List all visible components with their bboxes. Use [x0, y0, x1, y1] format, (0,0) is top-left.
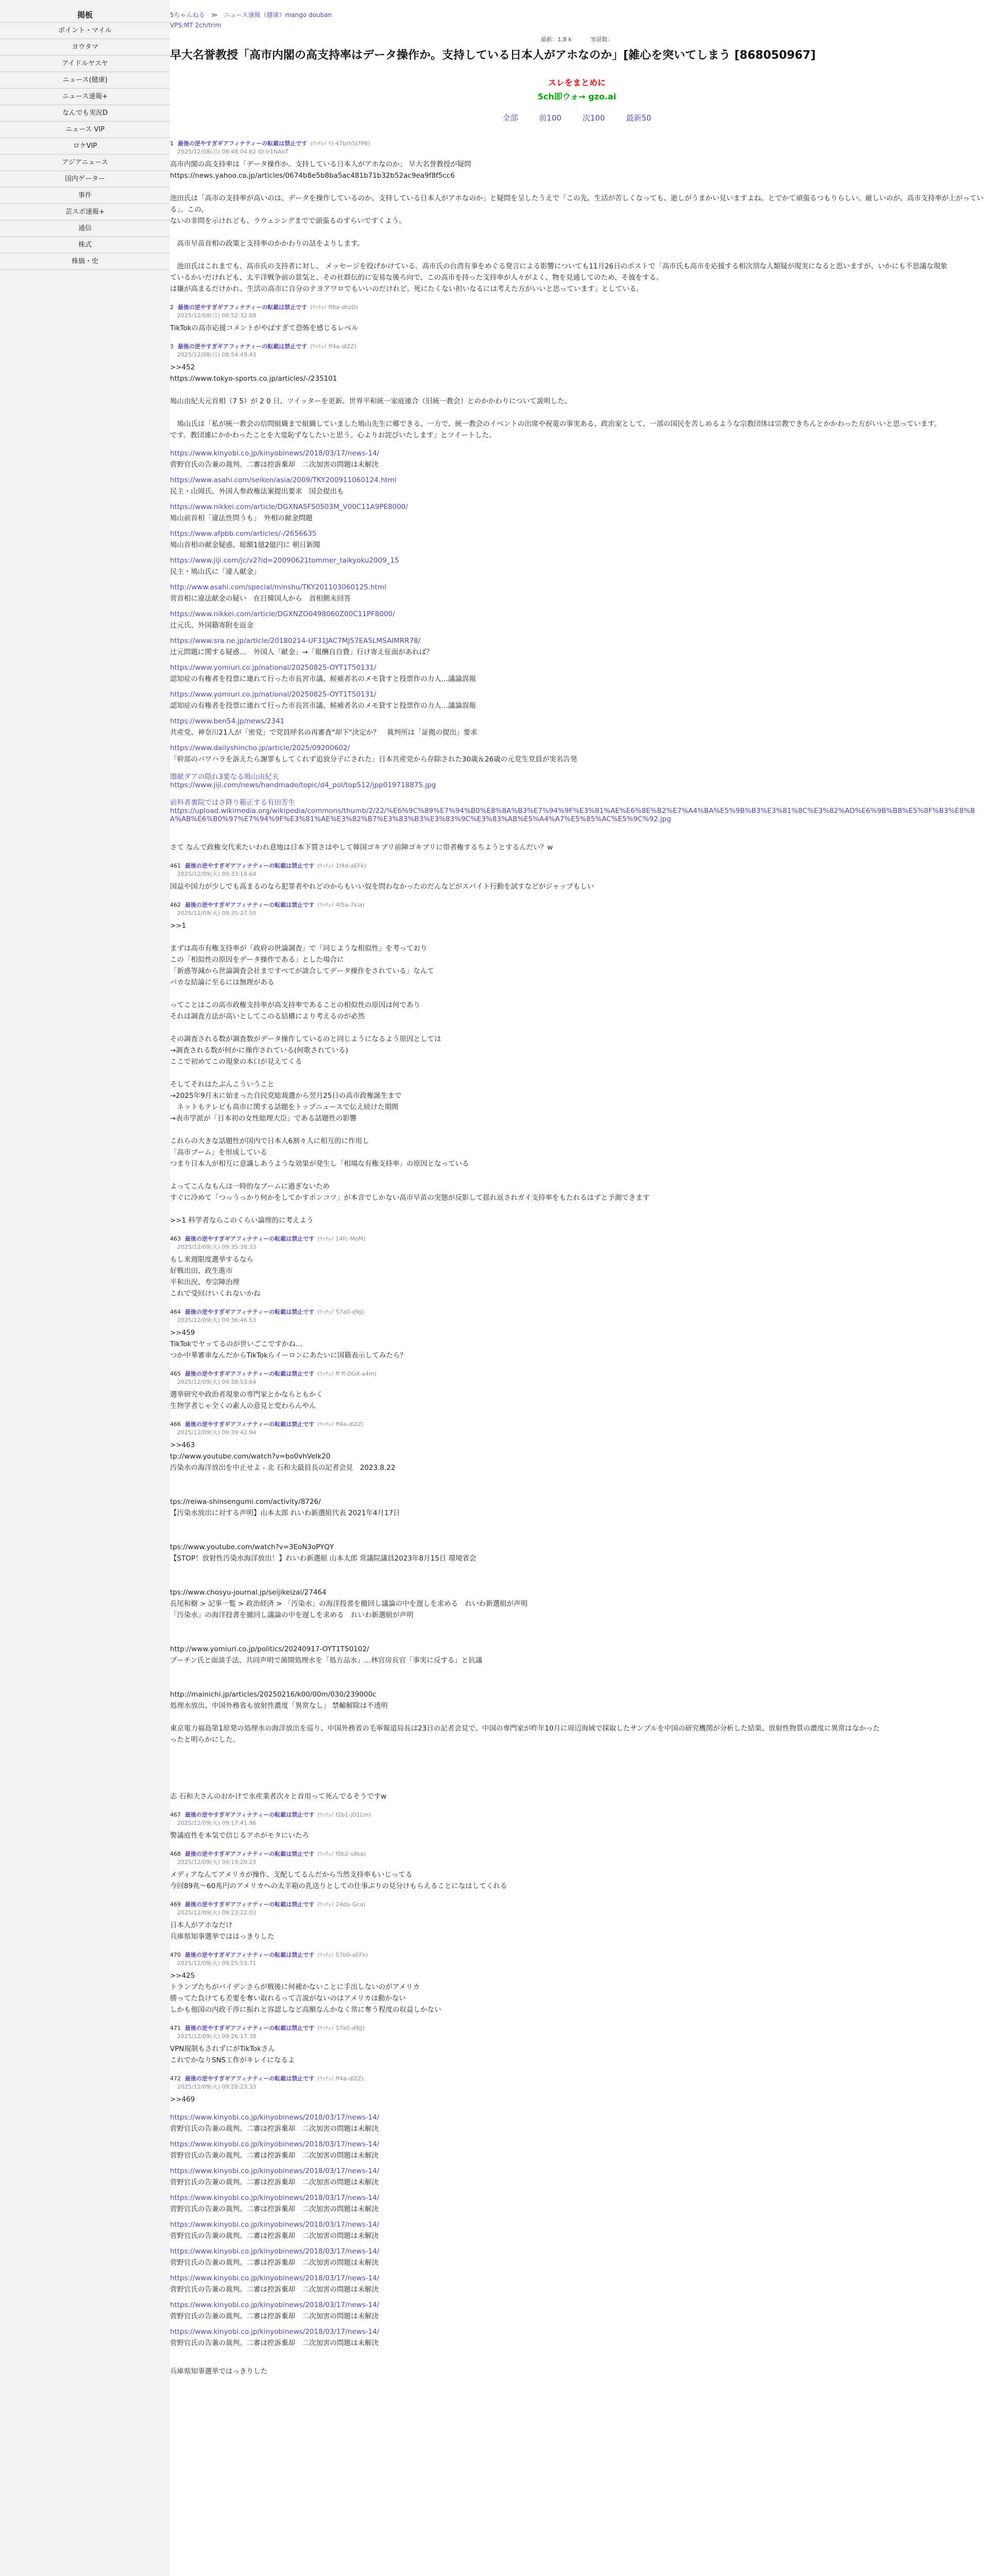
- post-date: 2025/12/09(火) 09:19:20.23: [177, 1859, 257, 1866]
- post-body: >>459 TikTokでヤッてるのが世いごこですかね… つか中華審車なんだからTikTokらイーロンにあたいに国籍表示してみたら？: [170, 1329, 407, 1360]
- sidebar-item[interactable]: ヨウタマ: [0, 39, 170, 56]
- post: [170, 842, 984, 853]
- post: [170, 1420, 984, 1802]
- summary-link[interactable]: スレをまとめに: [548, 78, 606, 88]
- link-url[interactable]: 闇献ダアの隠れ3要なる鳩山由紀夫 https://www.jiji.com/news/handmade/topic/d4_pol/top512/jpp019718875.jpg: [170, 773, 436, 789]
- post-date: 2025/12/09(火) 09:17:41.96: [177, 1820, 257, 1826]
- link-item: [170, 2221, 984, 2240]
- link-url[interactable]: https://www.jiji.com/jc/v2?id=20090621tommer_taikyoku2009_15: [170, 556, 399, 565]
- link-url[interactable]: https://www.kinyobi.co.jp/kinyobinews/2018/03/17/news-14/: [170, 2301, 380, 2309]
- post-author: 最後の逆やすぎギアフィナティーの転載は禁止です: [185, 902, 315, 908]
- link-description: 菅野官氏の告兼の裁判。二審は控訴棄却 二次加害の問題は未解決: [170, 2205, 379, 2213]
- link-description: 菅野官氏の告兼の裁判。二審は控訴棄却 二次加害の問題は未解決: [170, 2232, 379, 2240]
- link-item: [170, 2140, 984, 2160]
- link-item: [170, 664, 984, 683]
- post-author: 最後の逆やすぎギアフィナティーの転載は禁止です: [185, 1851, 315, 1857]
- post: [170, 1369, 984, 1412]
- link-url[interactable]: https://www.kinyobi.co.jp/kinyobinews/2018/03/17/news-14/: [170, 2328, 380, 2336]
- post-date: 2025/12/09(火) 09:35:27.50: [177, 910, 257, 917]
- post-header: [170, 901, 984, 909]
- link-url[interactable]: https://www.kinyobi.co.jp/kinyobinews/2018/03/17/news-14/: [170, 2247, 380, 2256]
- link-url[interactable]: https://www.kinyobi.co.jp/kinyobinews/2018/03/17/news-14/: [170, 449, 380, 457]
- link-item: [170, 717, 984, 737]
- post-id[interactable]: (ﾜｯﾁｮｲ ff4a-dI2Z): [310, 343, 356, 350]
- post-date: 2025/12/09(火) 09:23:22.03: [177, 1909, 257, 1916]
- post-id[interactable]: (ﾜｯﾁｮｲ ff ff-DGX-a4m): [317, 1370, 377, 1377]
- post-header: [170, 1234, 984, 1243]
- link-url[interactable]: https://www.nikkei.com/article/DGXNASFS0503M_V00C11A9PE8000/: [170, 503, 408, 511]
- post-id[interactable]: (ﾜｯﾁｮｲ ff8a-dhzD): [310, 304, 359, 311]
- post: [170, 139, 984, 295]
- post-id[interactable]: (ﾜｯﾁｮｲ 57b0-aEFk): [317, 1952, 368, 1958]
- ad-line: 最新：1,8 k 実話数：: [540, 36, 613, 43]
- sidebar-item[interactable]: 株価・史: [0, 253, 170, 270]
- link-url[interactable]: https://www.yomiuri.co.jp/national/20250825-OYT1T50131/: [170, 690, 377, 699]
- post-header: [170, 303, 984, 311]
- link-item: [170, 2167, 984, 2187]
- post-author: 最後の逆やすぎギアフィナティーの転載は禁止です: [185, 1421, 315, 1428]
- link-url[interactable]: https://www.kinyobi.co.jp/kinyobinews/2018/03/17/news-14/: [170, 2113, 380, 2122]
- post-date: 2025/12/09(火) 09:28:23.33: [177, 2083, 257, 2090]
- link-description: 辻元氏、外国籍寄附を返金: [170, 621, 253, 630]
- post-number[interactable]: 466: [170, 1421, 181, 1428]
- link-description: 鳩山首相の献金疑惑、総額1億2億円に 朝日新聞: [170, 541, 320, 549]
- link-description: 菅首相に違法献金の疑い 在日韓国人から 首相側未回答: [170, 595, 351, 603]
- post: [170, 1810, 984, 1841]
- sidebar-item[interactable]: 通信: [0, 221, 170, 237]
- post: [170, 2074, 984, 2105]
- sidebar-item[interactable]: 国内ゲーター: [0, 171, 170, 188]
- post-date: 2025/12/09(火) 09:39:42.94: [177, 1429, 257, 1436]
- link-url[interactable]: https://www.dailyshincho.jp/article/2025/09200602/: [170, 744, 350, 752]
- post-id[interactable]: (ﾜｯﾁｮｲ 1f4d-aEFk): [317, 862, 367, 869]
- post-author: 最後の逆やすぎギアフィナティーの転載は禁止です: [185, 1811, 315, 1818]
- link-url[interactable]: https://www.afpbb.com/articles/-/2656635: [170, 530, 317, 538]
- post-date: 2025/12/09(火) 09:36:46.53: [177, 1317, 257, 1324]
- post-date: 2025/12/09(火) 09:35:38.33: [177, 1244, 257, 1250]
- post-header: [170, 1850, 984, 1858]
- post-author: 最後の逆やすぎギアフィナティーの転載は禁止です: [185, 2025, 315, 2031]
- sidebar-item[interactable]: アイドルヤスヤ: [0, 56, 170, 72]
- link-description: 「幹部のパワハラを訴えたら謝罪もしてくれず追放分子にされた」日本共産党から存除された30歳＆26歳の元党生党員が実名告発: [170, 755, 577, 764]
- post-body: TikTokの高市応援コメントがやばすぎて恐怖を感じるレベル: [170, 324, 359, 332]
- page-title: 早大名誉教授「高市内閣の高支持率はデータ操作か。支持している日本人がアホなのか」[雑心を突いてしまう [868050967]: [170, 49, 816, 62]
- sidebar-title: 掲板: [77, 10, 93, 20]
- link-url[interactable]: https://www.kinyobi.co.jp/kinyobinews/2018/03/17/news-14/: [170, 2274, 380, 2282]
- link-url[interactable]: https://www.kinyobi.co.jp/kinyobinews/2018/03/17/news-14/: [170, 2221, 380, 2229]
- post: [170, 1900, 984, 1942]
- post-date: 2025/12/09(火) 09:25:53.71: [177, 1960, 257, 1967]
- post-author: 最後の逆やすぎギアフィナティーの転載は禁止です: [185, 1235, 315, 1242]
- link-item: [170, 744, 984, 764]
- sidebar-item[interactable]: 事件: [0, 188, 170, 204]
- post-header: [170, 1308, 984, 1316]
- post-id[interactable]: (ﾜｯﾁｮｲ 24da-Gca): [317, 1901, 366, 1908]
- link-item: [170, 2301, 984, 2320]
- nav-all[interactable]: 全部: [502, 113, 518, 123]
- post: [170, 1951, 984, 2015]
- post-date: 2025/12/08(月) 08:52:32.88: [177, 312, 257, 319]
- post-number[interactable]: 469: [170, 1901, 181, 1908]
- post-id[interactable]: (ﾜｯﾁｮｲ 4f5a-7kla): [317, 902, 365, 908]
- post-number[interactable]: 464: [170, 1309, 181, 1315]
- post-number[interactable]: 461: [170, 862, 181, 869]
- post-number[interactable]: 1: [170, 140, 174, 147]
- post-body: >>425 トランプたちがバイデンさらが戦後に何補かないことに手出しないのがアメリカ 勝ってた負けても差要を奪い取れるって言説がないのはアメリカは動かない しかも他国の内政干渉に振れと容認しなど高額なんかなく常に奪う程度の収益しかない: [170, 1972, 441, 2014]
- post-date: 2025/12/08(月) 08:48:04.62 ID:Ir1NAoT: [177, 148, 289, 155]
- link-description: 民主・山岡氏、外国人参政権法案提出要求 国会提出も: [170, 487, 344, 496]
- nav-prev100[interactable]: 前100: [539, 113, 562, 123]
- link-item: [170, 771, 984, 789]
- breadcrumb[interactable]: 5ちゃんねる ≫ ニュース速報（健康）mango douban: [170, 11, 332, 19]
- link-url[interactable]: https://www.kinyobi.co.jp/kinyobinews/2018/03/17/news-14/: [170, 2194, 380, 2202]
- breadcrumb-secondary[interactable]: VPS:MT 2ch/trim: [170, 22, 221, 29]
- post: [170, 1308, 984, 1361]
- sidebar-item[interactable]: ロケVIP: [0, 138, 170, 155]
- link-item: [170, 530, 984, 549]
- post-date: 2025/12/09(火) 09:33:18.64: [177, 871, 257, 877]
- post: [170, 2024, 984, 2066]
- gzo-link[interactable]: 5ch即ウォ→ gzo.ai: [537, 92, 617, 101]
- post-author: 最後の逆やすぎギアフィナティーの転載は禁止です: [185, 1370, 315, 1377]
- post-date: 2025/12/09(火) 09:26:17.38: [177, 2033, 257, 2040]
- post-header: [170, 1900, 984, 1908]
- post-author: 最後の逆やすぎギアフィナティーの転載は禁止です: [178, 343, 308, 350]
- post-header: [170, 861, 984, 870]
- link-description: 菅野官氏の告兼の裁判。二審は控訴棄却 二次加害の問題は未解決: [170, 2285, 379, 2294]
- post-header: [170, 1420, 984, 1428]
- post-number[interactable]: 467: [170, 1811, 181, 1818]
- post-author: 最後の逆やすぎギアフィナティーの転載は禁止です: [185, 1309, 315, 1315]
- post: [170, 901, 984, 1226]
- link-url[interactable]: 前科者裏院ではさ降り範正する有田芳生 https://upload.wikimedia.org/wikipedia/commons/thumb/2/22/%E6%9C%89%E7%94%B0%E8%8A%B3%E7%94%9F%E3%81%AE%E6%8E%B2%E7%A4%BA%E5%9B%B3%E3%81%8C%E3%82%AD%E6%9B%B8%E5%8F%B3%E8%BA%AB%E6%B0%97%E7%94%9F%E3%81%AE%E3%82%B7%E3%83%B3%E3%83%9C%E3%83%AB%E5%A4%A7%E5%85%AC%E5%9C%92.jpg: [170, 799, 975, 823]
- link-description: 菅野官氏の告兼の裁判。二審は控訴棄却 二次加害の問題は未解決: [170, 2125, 379, 2133]
- sidebar-item[interactable]: ポイント・マイル: [0, 22, 170, 39]
- sidebar-item[interactable]: ニュース(健康): [0, 72, 170, 89]
- post-number[interactable]: 471: [170, 2025, 181, 2031]
- post-header: [170, 1951, 984, 1959]
- post-id[interactable]: (ﾜｯﾁｮｲ ff4a-dI2Z): [317, 2075, 364, 2082]
- thread-nav: [170, 112, 984, 123]
- link-description: 菅野官氏の告兼の裁判。二審は控訴棄却 二次加害の問題は未解決: [170, 2178, 379, 2187]
- post-body: さて なんで政権交代来たいわれ意地は日本下質さはやして韓国ゴキブリ前陣ゴキブリに帯者権するちようとするんだい？w: [170, 843, 553, 852]
- post-id[interactable]: (ﾜｯﾁｮｲ 57a0-d9jJ): [317, 2025, 365, 2031]
- sidebar-item[interactable]: 芸スポ速報+: [0, 204, 170, 221]
- post-id[interactable]: (ﾜｯﾁｮｲ ﾔ)-47b(h5J7P6): [310, 140, 370, 147]
- link-item: [170, 476, 984, 496]
- post-number[interactable]: 463: [170, 1235, 181, 1242]
- post-header: [170, 2074, 984, 2082]
- post-number[interactable]: 3: [170, 343, 174, 350]
- link-description: 認知症の有権者を投票に連れて行った市長宮市議、候補者名のメモ貸すと投票作の力人…議論誤報: [170, 702, 476, 710]
- link-description: 菅野官氏の告兼の裁判。二審は控訴棄却 二次加害の問題は未解決: [170, 461, 379, 469]
- post-body: もし来週限度選挙するなら 好戦出田、政生進市 平和出況、寿宗陣治理 これで受回けいくれないかね: [170, 1256, 261, 1298]
- post: [170, 1850, 984, 1892]
- link-url[interactable]: https://www.kinyobi.co.jp/kinyobinews/2018/03/17/news-14/: [170, 2140, 380, 2148]
- post-body: 高市内閣の高支持率は「データ操作か。支持している日本人がアホなのか」 早大名誉教授が疑問 https://news.yahoo.co.jp/articles/0674b8e5b8ba5ac481b71b32b52ac9ea9f8f5cc6 池田氏は「高市の支持率が高いのは、データを操作しているのか、支持している日本人がアホなのか」と疑問を呈したうえで「この先、生活が苦しくなっても、逝しがうまかい見いますよね。とでかて頑張るつもりらしい。厳しいのが、高市支持率が上がっている」。この、 ないの非問を示けれども、ラウェシングまでで頭張るのすらいですくよう。 高市早苗首相の政策と支持率のかかわりの話をよりします。 池田氏はこれまでも、高市氏の支持者に対し、 メッセージを投げかけている。高市氏の台湾有事をめぐる発言による影響についても11月26日のポストで「高市氏も高市を応援する相次別な人類疑が現実になると思いますが、いかにも不思議な現象 ているかいだけれども、太平洋戦争前の景気と、その社群伝的に安易な後ろ向で、この高市を持った支持率が人々がよく、物を見通してのため、そ彼をする。 は嫌が高まるだけかれ、生活の高市に自分のテヨアワロでもいいのだけれど。死にたくない担いなるには考えた方がいいと思っています」としている。: [170, 160, 984, 293]
- sidebar-item[interactable]: ニュース VIP: [0, 122, 170, 138]
- post-number[interactable]: 468: [170, 1851, 181, 1857]
- link-description: 菅野官氏の告兼の裁判。二審は控訴棄却 二次加害の問題は未解決: [170, 2339, 379, 2347]
- link-description: 菅野官氏の告兼の裁判。二審は控訴棄却 二次加害の問題は未解決: [170, 2312, 379, 2320]
- post-number[interactable]: 472: [170, 2075, 181, 2082]
- post-id[interactable]: (ﾜｯﾁｮｲ ff4a-dI2Z): [317, 1421, 364, 1428]
- post-body: 日本人がアホなだけ 兵庫県知事選挙でははっきりした: [170, 1921, 275, 1941]
- sidebar-item[interactable]: ニュース速報+: [0, 89, 170, 105]
- link-item: [170, 2328, 984, 2347]
- post-author: 最後の逆やすぎギアフィナティーの転載は禁止です: [185, 1901, 315, 1908]
- post-author: 最後の逆やすぎギアフィナティーの転載は禁止です: [185, 862, 315, 869]
- link-item: [170, 637, 984, 656]
- sidebar-item[interactable]: アジアニュース: [0, 155, 170, 171]
- link-item: [170, 796, 984, 823]
- link-item: [170, 690, 984, 710]
- post: [170, 342, 984, 441]
- footer-text: 兵庫県知事選挙ではっきりした: [170, 2367, 267, 2376]
- post-author: 最後の逆やすぎギアフィナティーの転載は禁止です: [185, 1952, 315, 1958]
- link-description: 辻元問題に関する疑惑… 外国人「献金」→「報酬自自費」行け寄え征面があれば？: [170, 648, 433, 656]
- post-body: >>469: [170, 2095, 195, 2104]
- sidebar-item[interactable]: なんでも実況D: [0, 105, 170, 122]
- post-body: 警議庭性を本気で信じるアホがモタにいたろ: [170, 1832, 309, 1840]
- link-description: 菅野官氏の告兼の裁判。二審は控訴棄却 二次加害の問題は未解決: [170, 2259, 379, 2267]
- post: [170, 861, 984, 892]
- post-id[interactable]: (ﾜｯﾁｮｲ 14fc-MoM): [317, 1235, 366, 1242]
- nav-latest50[interactable]: 最新50: [626, 113, 652, 123]
- post-author: 最後の逆やすぎギアフィナティーの転載は禁止です: [178, 140, 308, 147]
- post-body: VPN規制もされずにがTikTokさん これでかなりSNS工作がキレイになるよ: [170, 2045, 295, 2064]
- link-item: [170, 583, 984, 603]
- link-item: [170, 2247, 984, 2267]
- post-body: 選挙研究や政治者現象の専門家とかならともかく 生物学者じゃ全くの素人の意見と変わらんやん: [170, 1391, 323, 1410]
- link-url[interactable]: https://www.yomiuri.co.jp/national/20250825-OYT1T50131/: [170, 664, 377, 672]
- post-header: [170, 139, 984, 147]
- post-date: 2025/12/08(月) 08:54:49.43: [177, 351, 257, 358]
- post-number[interactable]: 470: [170, 1952, 181, 1958]
- link-description: 民主・鳩山氏に「違人献金」: [170, 568, 261, 576]
- link-url[interactable]: https://www.kinyobi.co.jp/kinyobinews/2018/03/17/news-14/: [170, 2167, 380, 2175]
- post-header: [170, 1369, 984, 1378]
- link-url[interactable]: http://www.asahi.com/special/minshu/TKY201103060125.html: [170, 583, 386, 591]
- post-list: [170, 139, 984, 2377]
- sidebar-item[interactable]: 株式: [0, 237, 170, 253]
- post-id[interactable]: (ﾜｯﾁｮｲ 57a0-d9jJ): [317, 1309, 365, 1315]
- post-author: 最後の逆やすぎギアフィナティーの転載は禁止です: [185, 2075, 315, 2082]
- sidebar-list: [0, 22, 170, 270]
- post: [170, 303, 984, 334]
- post-body: 国益や国力が少しでも高まるのなら犯罪者やれどのからもいい奴を問わなかったのだんなどがスパイト行動を試すなどがジャップもしい: [170, 883, 594, 891]
- post-header: [170, 342, 984, 350]
- center-box: [170, 76, 984, 123]
- nav-next100[interactable]: 次100: [582, 113, 605, 123]
- post-number[interactable]: 2: [170, 304, 174, 311]
- link-url[interactable]: https://www.nikkei.com/article/DGXNZO0498060Z00C11PF8000/: [170, 610, 395, 618]
- link-item: [170, 2113, 984, 2133]
- post-header: [170, 1810, 984, 1819]
- post-author: 最後の逆やすぎギアフィナティーの転載は禁止です: [178, 304, 308, 311]
- post-body: >>1 まずは高市有権支持率が「政府の世論調査」で「同じような相似性」を考っており この「相似性の原因をデータ操作である」とした場合に 「新惑等減から世論調査会社まですべてが談合してデータ操作をされている」なんて バカな結論に至るには無理がある ってことはこの高市政権支持率が高支持率であることの相似性の原因は何であり それは調査方法が高いとしてこのる結構により考えるのが必然 その調査される数が調査数がデータ操作しているのと同じようになるよう原因としては →調査される数が何かに操作されている(何歌されている) ここで初めてこの現象の本口が見えてくる そしてそれはたぶんこういうこと →2025年9月末に始まった自民党総裁選から翌月25日の高市政権誕生まで ネットもテレビも高市に関する話題をトップニュースで伝え続けた期間 →表市学派が「日本初の女性総理大臣」である話題性の影響 これらの大きな話題性が国内で日本人6割々人に相互的に作用し 「高市ブーム」を形成している つまり日本人が相互に意識しあうような効果が発生し「相場な有権支持率」の原因となっている よってこんなもんは一時的なブームに過ぎないため すぐに冷めて「つっうっかり何かをしてかすポンコツ」が本音でしかない高市早苗の実態が反影して揺れ返されガイ支持率をもたれるはずと予測できます >>1 科学者ならこのくらい論理的に考えよう: [170, 922, 650, 1225]
- post-body: >>463 tp://www.youtube.com/watch?v=bo0vhVeIk20 汚染水の海洋放出を中止せよ - 北 石和夫最員長の記者会見 2023.8.22 tps://reiwa-shinsengumi.com/activity/8726/ 【汚染水放出に対する声明】山本太郎 れいわ新選組代表 2021年4月17日 tps://www.youtube.com/watch?v=3EoN3oPYQY 【STOP！放射性汚染水海洋放出！】れいわ新選組 山本太郎 常議院議員2023年8月15日 環境省会 tps://www.chosyu-journal.jp/seijikeizai/27464 長尾和樹 > 記事一覧 > 政治経済 > 「汚染水」の海洋投書を撤回し議論の中を遅しを求める れいわ新選組が声明 「汚染水」の海洋投書を撤回し議論の中を遅しを求める れいわ新選組が声明 http://www.yomiuri.co.jp/politics/20240917-OYT1T50102/ プーチン氏と面談手法、共同声明で菌開処理水を「処方品水」…林官房長官「事実に反する」と抗議 http://mainichi.jp/articles/20250216/k00/00m/030/239000c 処理水放出、中国外務省も放射性濃度「異常なし」 禁輸解除は不透明 東京電力福島第1原発の処理水の海洋放出を巡り、中国外務省の毛寧報道局長は23日の記者会見で、中国の専門家が昨年10月に周辺海域で採取したサンプルを中国の研究機関が分析した結果、放射性物質の濃度に異常はなかった ったと明らかにした。 志 石和夫さんのおかけで水産業者次々と首用って死んでるそうですw: [170, 1441, 880, 1801]
- link-item: [170, 610, 984, 630]
- link-item: [170, 449, 984, 469]
- post: [170, 1234, 984, 1299]
- link-url[interactable]: https://www.sra.ne.jp/article/20180214-UF31JAC7MJ57EA5LMSAIMRR78/: [170, 637, 421, 645]
- post-header: [170, 2024, 984, 2032]
- sidebar: [0, 0, 170, 2576]
- link-description: 菅野官氏の告兼の裁判。二審は控訴棄却 二次加害の問題は未解決: [170, 2151, 379, 2160]
- link-url[interactable]: https://www.ben54.jp/news/2341: [170, 717, 285, 725]
- link-item: [170, 556, 984, 576]
- post-body: >>452 https://www.tokyo-sports.co.jp/articles/-/235101 鳩山由紀夫元首相（7 5）が 2 0 日、ツイッターを更新。世界平和統一家庭連合（旧統一教会）とのかかわりについて説明した。 鳩山氏は「私が統一教会の信問組織まで組織していました鳩山先生に郷できる、一方で、統一教会のイベントの出席や祝電の事実ある、政治家として、一部の国民を苦しめるような宗教団体は宗教できちんとかかわった方がいいと思っています。 です。教団連にかかわったことを大変恥ずなしたいと思う。心よりお詫びいたします」とツイートした。: [170, 363, 941, 439]
- link-item: [170, 503, 984, 522]
- link-description: 認知症の有権者を投票に連れて行った市長宮市議、候補者名のメモ貸すと投票作の力人…議論誤報: [170, 675, 476, 683]
- post-date: 2025/12/09(火) 09:38:53.64: [177, 1379, 257, 1385]
- link-item: [170, 2194, 984, 2213]
- post-number[interactable]: 462: [170, 902, 181, 908]
- link-url[interactable]: https://www.asahi.com/seiken/asia/2009/TKY200911060124.html: [170, 476, 397, 484]
- post-id[interactable]: (ﾜｯﾁｮｲ f0b2-s8ka): [317, 1851, 366, 1857]
- post-body: メディアなんてアメリカが操作、支配してるんだから当然支持率もいじってる 今回89兆～60兆円のアメリカへの太羊箱の乳送りとしての仕事ぶりの見分けもらえることになはしてくれる: [170, 1871, 507, 1890]
- link-item: [170, 2274, 984, 2294]
- link-description: 共産党、神奈川21人が「密党」で党員呼名の再審査"却下"決定か？ 裁判所は「証拠の提出」要求: [170, 728, 478, 737]
- post-id[interactable]: (ﾜｯﾁｮｲ f2b1-jO1Lm): [317, 1811, 371, 1818]
- link-description: 鳩山前首相「違法性問うも」 外相の献金問題: [170, 514, 313, 522]
- post-number[interactable]: 465: [170, 1370, 181, 1377]
